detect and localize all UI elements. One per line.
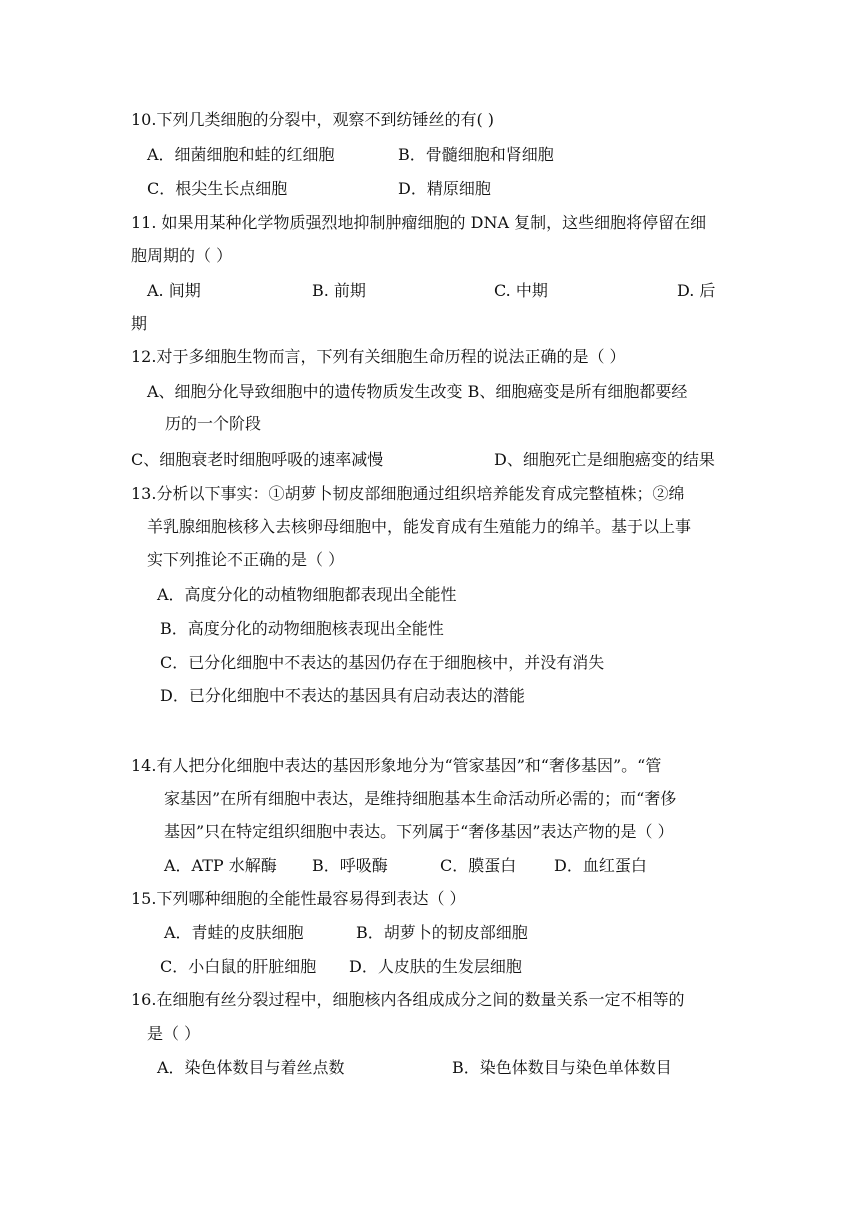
q16-stem-line1: 16.在细胞有丝分裂过程中，细胞核内各组成成分之间的数量关系一定不相等的 bbox=[131, 990, 685, 1009]
q11-option-d-continued: 期 bbox=[131, 314, 148, 333]
q15-option-a: A．青蛙的皮肤细胞 bbox=[164, 923, 304, 942]
q10-stem: 10.下列几类细胞的分裂中，观察不到纺锤丝的有( ) bbox=[131, 110, 495, 129]
q10-option-a: A．细菌细胞和蛙的红细胞 bbox=[147, 145, 335, 164]
q13-option-b: B．高度分化的动物细胞核表现出全能性 bbox=[160, 619, 444, 638]
q12-option-d: D、细胞死亡是细胞癌变的结果 bbox=[494, 450, 715, 469]
q13-option-d: D．已分化细胞中不表达的基因具有启动表达的潜能 bbox=[160, 686, 525, 705]
q14-stem-line1: 14.有人把分化细胞中表达的基因形象地分为“管家基因”和“奢侈基因”。“管 bbox=[131, 756, 662, 775]
q15-option-c: C．小白鼠的肝脏细胞 bbox=[160, 957, 317, 976]
q13-stem-line3: 实下列推论不正确的是（ ） bbox=[147, 550, 345, 569]
q13-stem-line2: 羊乳腺细胞核移入去核卵母细胞中，能发育成有生殖能力的绵羊。基于以上事 bbox=[147, 517, 692, 536]
q14-stem-line2: 家基因”在所有细胞中表达，是维持细胞基本生命活动所必需的；而“奢侈 bbox=[164, 789, 677, 808]
q13-stem-line1: 13.分析以下事实：①胡萝卜韧皮部细胞通过组织培养能发育成完整植株；②绵 bbox=[131, 484, 685, 503]
q16-option-b: B．染色体数目与染色单体数目 bbox=[452, 1058, 672, 1077]
q14-option-b: B．呼吸酶 bbox=[312, 856, 388, 875]
q14-option-a: A．ATP 水解酶 bbox=[164, 856, 277, 875]
q15-option-b: B．胡萝卜的韧皮部细胞 bbox=[356, 923, 528, 942]
q14-stem-line3: 基因”只在特定组织细胞中表达。下列属于“奢侈基因”表达产物的是（ ） bbox=[164, 822, 674, 841]
q11-option-b: B. 前期 bbox=[312, 281, 366, 300]
q11-option-d: D. 后 bbox=[677, 281, 716, 300]
q15-option-d: D．人皮肤的生发层细胞 bbox=[349, 957, 522, 976]
q12-option-c: C、细胞衰老时细胞呼吸的速率减慢 bbox=[131, 450, 384, 469]
q14-option-c: C．膜蛋白 bbox=[440, 856, 517, 875]
q10-option-c: C．根尖生长点细胞 bbox=[147, 179, 288, 198]
q12-stem: 12.对于多细胞生物而言，下列有关细胞生命历程的说法正确的是（ ） bbox=[131, 347, 626, 366]
q11-stem-line2: 胞周期的（ ） bbox=[131, 246, 233, 265]
q10-option-b: B．骨髓细胞和肾细胞 bbox=[398, 145, 554, 164]
q15-stem: 15.下列哪种细胞的全能性最容易得到表达（ ） bbox=[131, 889, 466, 908]
q11-stem-line1: 11. 如果用某种化学物质强烈地抑制肿瘤细胞的 DNA 复制，这些细胞将停留在细 bbox=[131, 213, 707, 232]
q12-option-b-continued: 历的一个阶段 bbox=[165, 414, 262, 433]
q11-option-c: C. 中期 bbox=[494, 281, 548, 300]
q16-option-a: A．染色体数目与着丝点数 bbox=[157, 1058, 345, 1077]
q16-stem-line2: 是（ ） bbox=[147, 1024, 201, 1043]
q12-options-ab: A、细胞分化导致细胞中的遗传物质发生改变 B、细胞癌变是所有细胞都要经 bbox=[147, 382, 688, 401]
q13-option-a: A．高度分化的动植物细胞都表现出全能性 bbox=[157, 585, 457, 604]
q11-option-a: A. 间期 bbox=[147, 281, 201, 300]
q10-option-d: D．精原细胞 bbox=[398, 179, 491, 198]
q14-option-d: D．血红蛋白 bbox=[554, 856, 647, 875]
q13-option-c: C．已分化细胞中不表达的基因仍存在于细胞核中，并没有消失 bbox=[160, 653, 605, 672]
